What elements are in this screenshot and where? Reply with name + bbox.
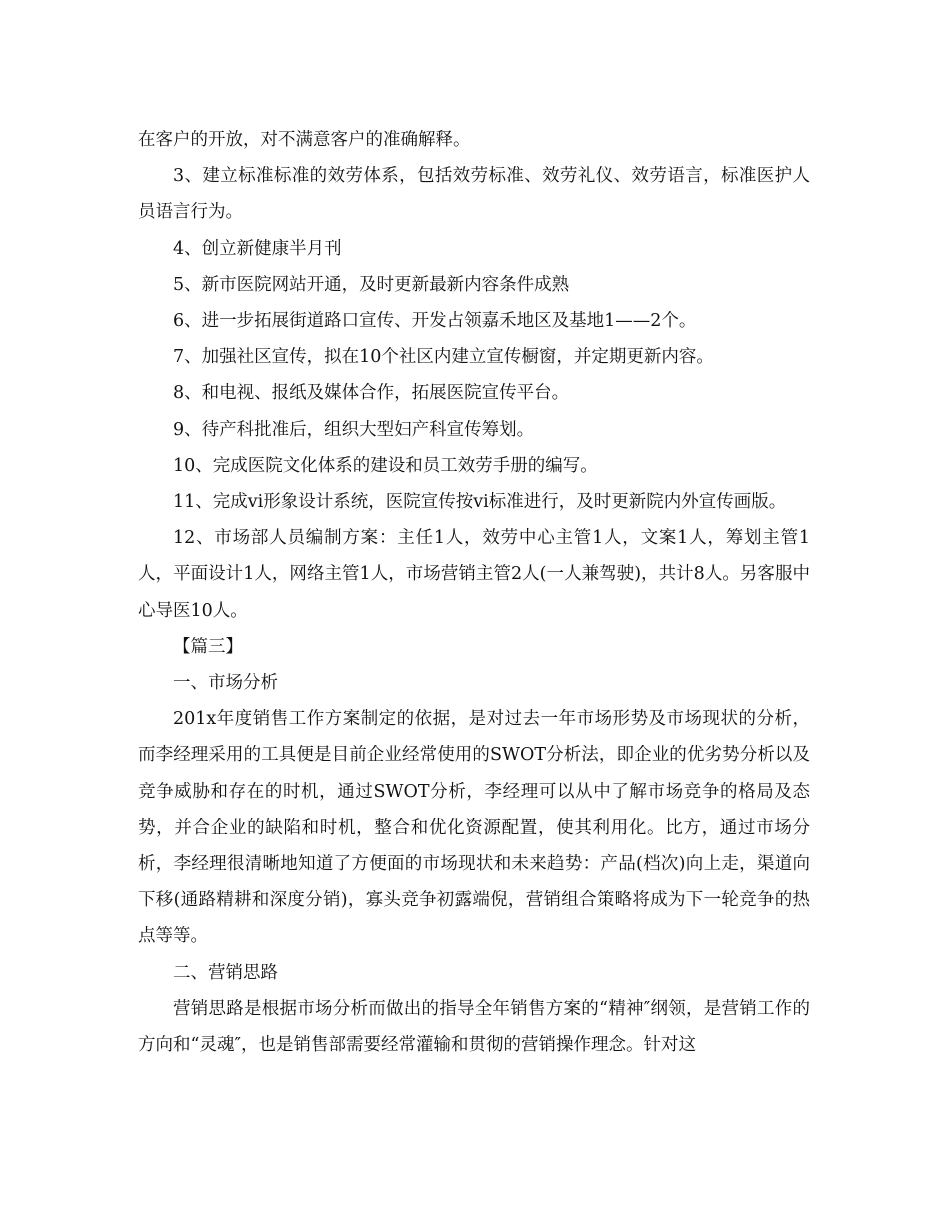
paragraph-market-analysis: 201x年度销售工作方案制定的依据，是对过去一年市场形势及市场现状的分析，而李经理采用的工具便是目前企业经常使用的SWOT分析法，即企业的优劣势分析以及竞争威胁和存在的时机，通过SWOT分析，李经理可以从中了解市场竞争的格局及态势，并合企业的缺陷和时机，整合和优化资源配置，使其利用化。比方，通过市场分析，李经理很清晰地知道了方便面的市场现状和未来趋势：产品(档次)向上走，渠道向下移(通路精耕和深度分销)，寡头竞争初露端倪，营销组合策略将成为下一轮竞争的热点等等。 xyxy=(138,709,810,947)
document-body xyxy=(138,122,810,1063)
paragraph-item-4: 4、创立新健康半月刊 xyxy=(173,238,342,259)
paragraph-item-11: 11、完成vi形象设计系统，医院宣传按vi标准进行，及时更新院内外宣传画版。 xyxy=(173,492,787,513)
subheading-marketing-approach: 二、营销思路 xyxy=(173,962,278,983)
paragraph-item-5: 5、新市医院网站开通，及时更新最新内容条件成熟 xyxy=(173,274,570,295)
paragraph-marketing-approach: 营销思路是根据市场分析而做出的指导全年销售方案的“精神″纲领，是营销工作的方向和“灵魂″，也是销售部需要经常灌输和贯彻的营销操作理念。针对这 xyxy=(138,998,810,1056)
paragraph-item-10: 10、完成医院文化体系的建设和员工效劳手册的编写。 xyxy=(173,455,598,476)
subheading-market-analysis: 一、市场分析 xyxy=(173,673,278,694)
paragraph-item-8: 8、和电视、报纸及媒体合作，拓展医院宣传平台。 xyxy=(173,383,570,404)
paragraph-continuation: 在客户的开放，对不满意客户的准确解释。 xyxy=(138,130,471,150)
paragraph-item-7: 7、加强社区宣传，拟在10个社区内建立宣传橱窗，并定期更新内容。 xyxy=(173,347,714,368)
paragraph-item-3: 3、建立标准标准的效劳体系，包括效劳标准、效劳礼仪、效劳语言，标准医护人员语言行为。 xyxy=(138,166,810,223)
paragraph-item-9: 9、待产科批准后，组织大型妇产科宣传筹划。 xyxy=(173,419,535,440)
paragraph-item-6: 6、进一步拓展街道路口宣传、开发占领嘉禾地区及基地1——2个。 xyxy=(173,311,697,332)
section-heading: 【篇三】 xyxy=(173,636,243,657)
paragraph-item-12: 12、市场部人员编制方案：主任1人，效劳中心主管1人，文案1人，筹划主管1人，平面设计1人，网络主管1人，市场营销主管2人(一人兼驾驶)，共计8人。另客服中心导医10人。 xyxy=(138,528,810,621)
